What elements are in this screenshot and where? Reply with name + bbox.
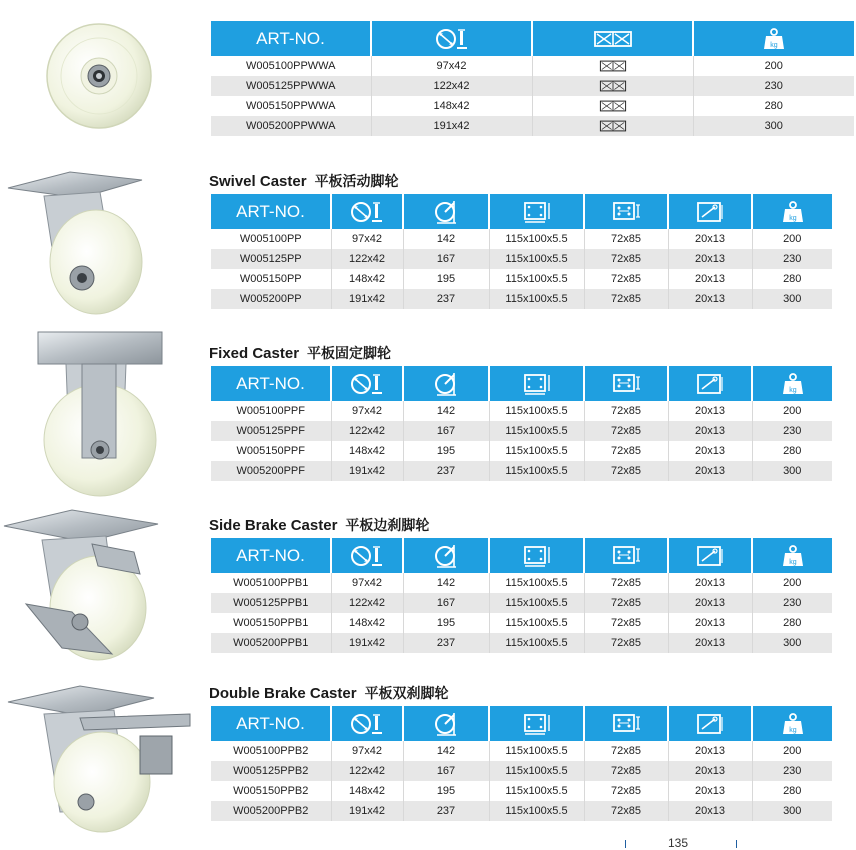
art-cell: W005150PPB1	[211, 613, 331, 633]
art-cell: W005200PP	[211, 289, 331, 309]
plate-cell: 115x100x5.5	[489, 633, 584, 653]
swivel-caster-photo	[4, 166, 154, 316]
table-row	[211, 229, 832, 249]
page-number: 135	[668, 836, 689, 850]
hole-spacing-cell: 72x85	[584, 269, 668, 289]
height-cell: 142	[403, 229, 489, 249]
load-cell: 300	[752, 633, 832, 653]
art-cell: W005125PP	[211, 249, 331, 269]
bolt-hole-header	[668, 706, 752, 741]
load-header	[752, 706, 832, 741]
plate-cell: 115x100x5.5	[489, 801, 584, 821]
art-cell: W005100PPF	[211, 401, 331, 421]
wheel-diameter-icon	[434, 27, 470, 51]
side-brake-caster-photo	[2, 508, 160, 662]
load-cell: 300	[752, 461, 832, 481]
plate-cell: 115x100x5.5	[489, 249, 584, 269]
height-cell: 142	[403, 401, 489, 421]
table-header-row	[211, 194, 832, 229]
mounting-height-icon	[434, 371, 458, 397]
art-cell: W005100PPB1	[211, 573, 331, 593]
wheel-cell: 191x42	[371, 116, 532, 136]
bolt-hole-cell: 20x13	[668, 593, 752, 613]
wheel-size-header	[331, 366, 403, 401]
section-title-en: Side Brake Caster	[209, 517, 338, 534]
art-cell: W005150PPWWA	[211, 96, 371, 116]
hole-spacing-cell: 72x85	[584, 593, 668, 613]
bolt-hole-cell: 20x13	[668, 781, 752, 801]
bolt-hole-cell: 20x13	[668, 573, 752, 593]
art-no-header: ART-NO.	[211, 194, 331, 229]
bolt-hole-cell: 20x13	[668, 761, 752, 781]
hole-spacing-cell: 72x85	[584, 781, 668, 801]
section-title-cn: 平板边刹脚轮	[345, 518, 430, 534]
footer-tick-left	[625, 840, 626, 848]
height-header	[403, 366, 489, 401]
load-header	[752, 366, 832, 401]
load-cell: 230	[752, 421, 832, 441]
bolt-hole-icon	[695, 544, 725, 568]
double-brake-caster-table	[211, 706, 832, 821]
bolt-hole-icon	[695, 200, 725, 224]
double-brake-caster-title	[209, 683, 449, 703]
bolt-hole-icon	[695, 372, 725, 396]
wheel-photo	[44, 21, 154, 131]
table-row	[211, 633, 832, 653]
plate-cell: 115x100x5.5	[489, 289, 584, 309]
height-cell: 167	[403, 593, 489, 613]
plate-cell: 115x100x5.5	[489, 401, 584, 421]
bolt-hole-cell: 20x13	[668, 441, 752, 461]
load-capacity-icon	[781, 200, 805, 224]
section-title-en: Swivel Caster	[209, 173, 307, 190]
table-row	[211, 573, 832, 593]
wheel-diameter-icon	[349, 712, 385, 736]
wheel-cell: 191x42	[331, 633, 403, 653]
table-header-row	[211, 21, 854, 56]
hole-spacing-cell: 72x85	[584, 573, 668, 593]
table-header-row	[211, 706, 832, 741]
height-cell: 142	[403, 741, 489, 761]
load-cell: 200	[752, 229, 832, 249]
table-header-row	[211, 366, 832, 401]
load-cell: 200	[752, 573, 832, 593]
load-capacity-icon	[762, 27, 786, 51]
table-row	[211, 441, 832, 461]
load-header	[693, 21, 854, 56]
hole-spacing-cell: 72x85	[584, 421, 668, 441]
plate-cell: 115x100x5.5	[489, 229, 584, 249]
hole-spacing-icon	[611, 200, 641, 224]
table-row	[211, 761, 832, 781]
load-unit-label: kg	[770, 41, 778, 49]
axle-cell	[532, 76, 693, 96]
art-cell: W005125PPWWA	[211, 76, 371, 96]
height-cell: 237	[403, 633, 489, 653]
load-header	[752, 194, 832, 229]
top-plate-size-icon	[522, 712, 552, 736]
plate-header	[489, 538, 584, 573]
wheel-size-header	[331, 538, 403, 573]
plate-cell: 115x100x5.5	[489, 461, 584, 481]
swivel-caster-table	[211, 194, 832, 309]
load-cell: 280	[752, 781, 832, 801]
top-plate-size-icon	[522, 372, 552, 396]
plate-cell: 115x100x5.5	[489, 421, 584, 441]
art-no-header: ART-NO.	[211, 706, 331, 741]
hole-spacing-header	[584, 366, 668, 401]
axle-cell	[532, 56, 693, 76]
load-cell: 280	[752, 613, 832, 633]
art-no-header: ART-NO.	[211, 538, 331, 573]
wheel-cell: 191x42	[331, 461, 403, 481]
plate-header	[489, 366, 584, 401]
wheel-diameter-icon	[349, 544, 385, 568]
hole-spacing-icon	[611, 372, 641, 396]
load-cell: 230	[693, 76, 854, 96]
art-cell: W005200PPB2	[211, 801, 331, 821]
table-row	[211, 269, 832, 289]
bolt-hole-cell: 20x13	[668, 633, 752, 653]
fixed-caster-table	[211, 366, 832, 481]
hole-spacing-cell: 72x85	[584, 761, 668, 781]
art-cell: W005100PPWWA	[211, 56, 371, 76]
wheel-cell: 97x42	[331, 741, 403, 761]
mounting-height-icon	[434, 543, 458, 569]
wheel-cell: 122x42	[331, 593, 403, 613]
table-row	[211, 96, 854, 116]
hole-spacing-header	[584, 706, 668, 741]
table-row	[211, 56, 854, 76]
plate-cell: 115x100x5.5	[489, 441, 584, 461]
fixed-caster-title	[209, 343, 391, 363]
table-row	[211, 116, 854, 136]
height-cell: 167	[403, 249, 489, 269]
load-cell: 280	[693, 96, 854, 116]
wheel-diameter-icon	[349, 372, 385, 396]
section-title-cn: 平板双刹脚轮	[364, 686, 449, 702]
table-row	[211, 249, 832, 269]
bolt-hole-cell: 20x13	[668, 269, 752, 289]
wheel-spec-table	[211, 21, 854, 136]
art-cell: W005150PPF	[211, 441, 331, 461]
load-unit-label: kg	[788, 386, 797, 394]
top-plate-size-icon	[522, 200, 552, 224]
height-cell: 167	[403, 421, 489, 441]
art-cell: W005200PPF	[211, 461, 331, 481]
bolt-hole-cell: 20x13	[668, 741, 752, 761]
wheel-size-header	[331, 194, 403, 229]
bolt-hole-cell: 20x13	[668, 229, 752, 249]
bolt-hole-cell: 20x13	[668, 801, 752, 821]
art-cell: W005200PPWWA	[211, 116, 371, 136]
hole-spacing-cell: 72x85	[584, 801, 668, 821]
axle-box-icon	[595, 99, 631, 113]
swivel-caster-title	[209, 171, 399, 191]
bolt-hole-cell: 20x13	[668, 401, 752, 421]
wheel-cell: 148x42	[331, 613, 403, 633]
height-header	[403, 706, 489, 741]
load-cell: 300	[693, 116, 854, 136]
hole-spacing-icon	[611, 544, 641, 568]
wheel-cell: 97x42	[331, 401, 403, 421]
load-unit-label: kg	[788, 726, 797, 734]
wheel-cell: 97x42	[331, 573, 403, 593]
section-title-en: Double Brake Caster	[209, 685, 357, 702]
height-cell: 195	[403, 613, 489, 633]
side-brake-caster-title	[209, 515, 429, 535]
axle-box-icon	[595, 59, 631, 73]
side-brake-caster-table	[211, 538, 832, 653]
plate-header	[489, 706, 584, 741]
art-cell: W005125PPB2	[211, 761, 331, 781]
height-header	[403, 194, 489, 229]
wheel-cell: 148x42	[331, 781, 403, 801]
wheel-cell: 148x42	[331, 269, 403, 289]
bolt-hole-header	[668, 194, 752, 229]
table-header-row	[211, 538, 832, 573]
load-cell: 280	[752, 441, 832, 461]
height-cell: 167	[403, 761, 489, 781]
load-capacity-icon	[781, 372, 805, 396]
section-title-cn: 平板固定脚轮	[307, 346, 392, 362]
hole-spacing-cell: 72x85	[584, 289, 668, 309]
axle-box-icon	[593, 29, 633, 49]
wheel-cell: 122x42	[331, 761, 403, 781]
load-cell: 300	[752, 801, 832, 821]
section-title-en: Fixed Caster	[209, 345, 300, 362]
table-row	[211, 593, 832, 613]
load-cell: 230	[752, 249, 832, 269]
height-header	[403, 538, 489, 573]
wheel-cell: 122x42	[371, 76, 532, 96]
hole-spacing-cell: 72x85	[584, 441, 668, 461]
art-no-header: ART-NO.	[211, 366, 331, 401]
load-cell: 280	[752, 269, 832, 289]
table-row	[211, 461, 832, 481]
load-cell: 300	[752, 289, 832, 309]
axle-box-icon	[595, 79, 631, 93]
height-cell: 237	[403, 461, 489, 481]
plate-cell: 115x100x5.5	[489, 613, 584, 633]
load-cell: 200	[693, 56, 854, 76]
top-plate-size-icon	[522, 544, 552, 568]
hole-spacing-header	[584, 538, 668, 573]
wheel-size-header	[331, 706, 403, 741]
load-header	[752, 538, 832, 573]
load-capacity-icon	[781, 544, 805, 568]
load-unit-label: kg	[788, 214, 797, 222]
table-row	[211, 781, 832, 801]
hole-spacing-cell: 72x85	[584, 229, 668, 249]
wheel-cell: 122x42	[331, 249, 403, 269]
art-cell: W005125PPF	[211, 421, 331, 441]
bolt-hole-icon	[695, 712, 725, 736]
table-row	[211, 741, 832, 761]
plate-header	[489, 194, 584, 229]
load-unit-label: kg	[788, 558, 797, 566]
wheel-cell: 191x42	[331, 289, 403, 309]
hole-spacing-icon	[611, 712, 641, 736]
bolt-hole-cell: 20x13	[668, 421, 752, 441]
art-cell: W005125PPB1	[211, 593, 331, 613]
wheel-cell: 97x42	[371, 56, 532, 76]
axle-box-icon	[595, 119, 631, 133]
load-cell: 230	[752, 593, 832, 613]
bolt-hole-header	[668, 538, 752, 573]
fixed-caster-photo	[36, 330, 166, 498]
double-brake-caster-photo	[4, 684, 198, 834]
axle-cell	[532, 96, 693, 116]
wheel-diameter-icon	[349, 200, 385, 224]
load-cell: 200	[752, 401, 832, 421]
art-cell: W005100PPB2	[211, 741, 331, 761]
bolt-hole-header	[668, 366, 752, 401]
mounting-height-icon	[434, 711, 458, 737]
wheel-cell: 122x42	[331, 421, 403, 441]
footer-tick-right	[736, 840, 737, 848]
height-cell: 142	[403, 573, 489, 593]
table-row	[211, 613, 832, 633]
height-cell: 195	[403, 269, 489, 289]
table-row	[211, 801, 832, 821]
load-capacity-icon	[781, 712, 805, 736]
wheel-cell: 191x42	[331, 801, 403, 821]
table-row	[211, 76, 854, 96]
height-cell: 195	[403, 781, 489, 801]
art-cell: W005150PPB2	[211, 781, 331, 801]
hole-spacing-cell: 72x85	[584, 401, 668, 421]
hole-spacing-cell: 72x85	[584, 613, 668, 633]
wheel-cell: 148x42	[371, 96, 532, 116]
height-cell: 237	[403, 289, 489, 309]
art-cell: W005200PPB1	[211, 633, 331, 653]
plate-cell: 115x100x5.5	[489, 761, 584, 781]
plate-cell: 115x100x5.5	[489, 573, 584, 593]
plate-cell: 115x100x5.5	[489, 781, 584, 801]
art-cell: W005100PP	[211, 229, 331, 249]
hole-spacing-cell: 72x85	[584, 461, 668, 481]
plate-cell: 115x100x5.5	[489, 741, 584, 761]
height-cell: 237	[403, 801, 489, 821]
mounting-height-icon	[434, 199, 458, 225]
hole-spacing-cell: 72x85	[584, 741, 668, 761]
table-row	[211, 401, 832, 421]
load-cell: 200	[752, 741, 832, 761]
load-cell: 230	[752, 761, 832, 781]
bolt-hole-cell: 20x13	[668, 289, 752, 309]
wheel-cell: 148x42	[331, 441, 403, 461]
art-no-header: ART-NO.	[211, 21, 371, 56]
art-cell: W005150PP	[211, 269, 331, 289]
wheel-cell: 97x42	[331, 229, 403, 249]
hole-spacing-cell: 72x85	[584, 249, 668, 269]
hole-spacing-header	[584, 194, 668, 229]
hole-spacing-cell: 72x85	[584, 633, 668, 653]
table-row	[211, 421, 832, 441]
height-cell: 195	[403, 441, 489, 461]
axle-header	[532, 21, 693, 56]
wheel-size-header	[371, 21, 532, 56]
bolt-hole-cell: 20x13	[668, 249, 752, 269]
bolt-hole-cell: 20x13	[668, 613, 752, 633]
plate-cell: 115x100x5.5	[489, 269, 584, 289]
table-row	[211, 289, 832, 309]
bolt-hole-cell: 20x13	[668, 461, 752, 481]
axle-cell	[532, 116, 693, 136]
section-title-cn: 平板活动脚轮	[314, 174, 399, 190]
plate-cell: 115x100x5.5	[489, 593, 584, 613]
